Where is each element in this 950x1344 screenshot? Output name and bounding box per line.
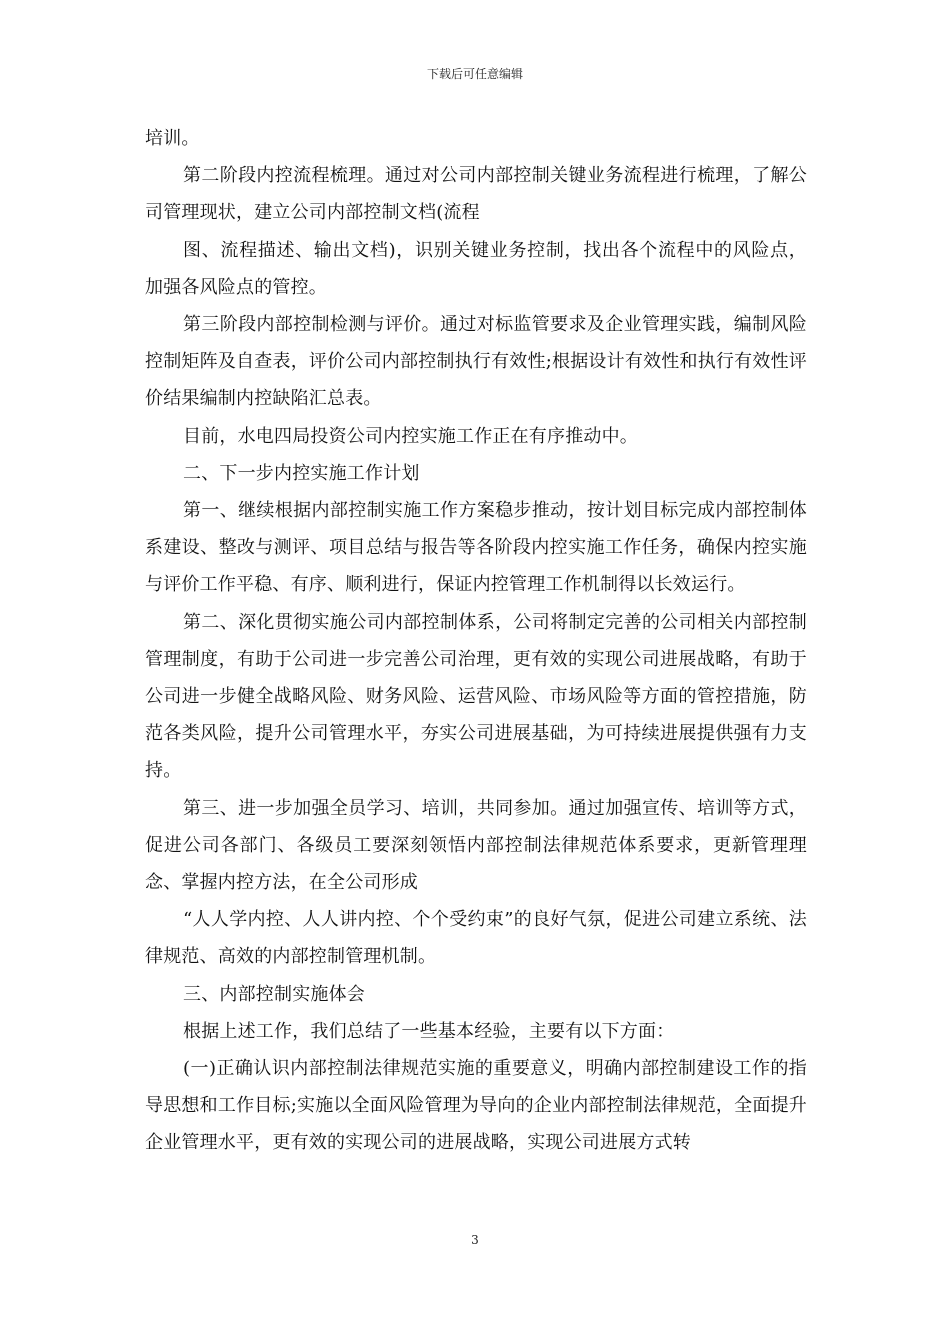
paragraph-9: 第三、进一步加强全员学习、培训，共同参加。通过加强宣传、培训等方式，促进公司各部门、各级员工要深刻领悟内部控制法律规范体系要求，更新管理理念、掌握内控方法，在全公司形成 [145,797,807,894]
paragraph-2: 第二阶段内控流程梳理。通过对公司内部控制关键业务流程进行梳理，了解公司管理现状，建立公司内部控制文档(流程 [145,165,807,224]
paragraph-13: (一)正确认识内部控制法律规范实施的重要意义，明确内部控制建设工作的指导思想和工作目标;实施以全面风险管理为导向的企业内部控制法律规范，全面提升企业管理水平，更有效的实现公司的进展战略，实现公司进展方式转 [145,1058,807,1154]
paragraph-5: 目前，水电四局投资公司内控实施工作正在有序推动中。 [183,425,638,447]
section-heading-3: 三、内部控制实施体会 [183,983,365,1005]
paragraph-10: “人人学内控、人人讲内控、个个受约束”的良好气氛，促进公司建立系统、法律规范、高效的内部控制管理机制。 [145,909,807,968]
section-heading-2: 二、下一步内控实施工作计划 [183,462,420,484]
page-number: 3 [471,1233,479,1247]
paragraph-7: 第一、继续根据内部控制实施工作方案稳步推动，按计划目标完成内部控制体系建设、整改与测评、项目总结与报告等各阶段内控实施工作任务，确保内控实施与评价工作平稳、有序、顺利进行，保证内控管理工作机制得以长效运行。 [145,500,807,596]
paragraph-12: 根据上述工作，我们总结了一些基本经验，主要有以下方面： [183,1020,675,1042]
paragraph-8: 第二、深化贯彻实施公司内部控制体系，公司将制定完善的公司相关内部控制管理制度，有助于公司进一步完善公司治理，更有效的实现公司进展战略，有助于公司进一步健全战略风险、财务风险、运营风险、市场风险等方面的管控措施，防范各类风险，提升公司管理水平，夯实公司进展基础，为可持续进展提供强有力支持。 [145,611,807,782]
paragraph-3: 图、流程描述、输出文档)，识别关键业务控制，找出各个流程中的风险点，加强各风险点的管控。 [145,239,807,298]
paragraph-1: 培训。 [145,128,200,149]
page-header: 下载后可任意编辑 [426,67,523,81]
document-body [145,120,807,1162]
paragraph-4: 第三阶段内部控制检测与评价。通过对标监管要求及企业管理实践，编制风险控制矩阵及自查表，评价公司内部控制执行有效性;根据设计有效性和执行有效性评价结果编制内控缺陷汇总表。 [145,314,807,410]
